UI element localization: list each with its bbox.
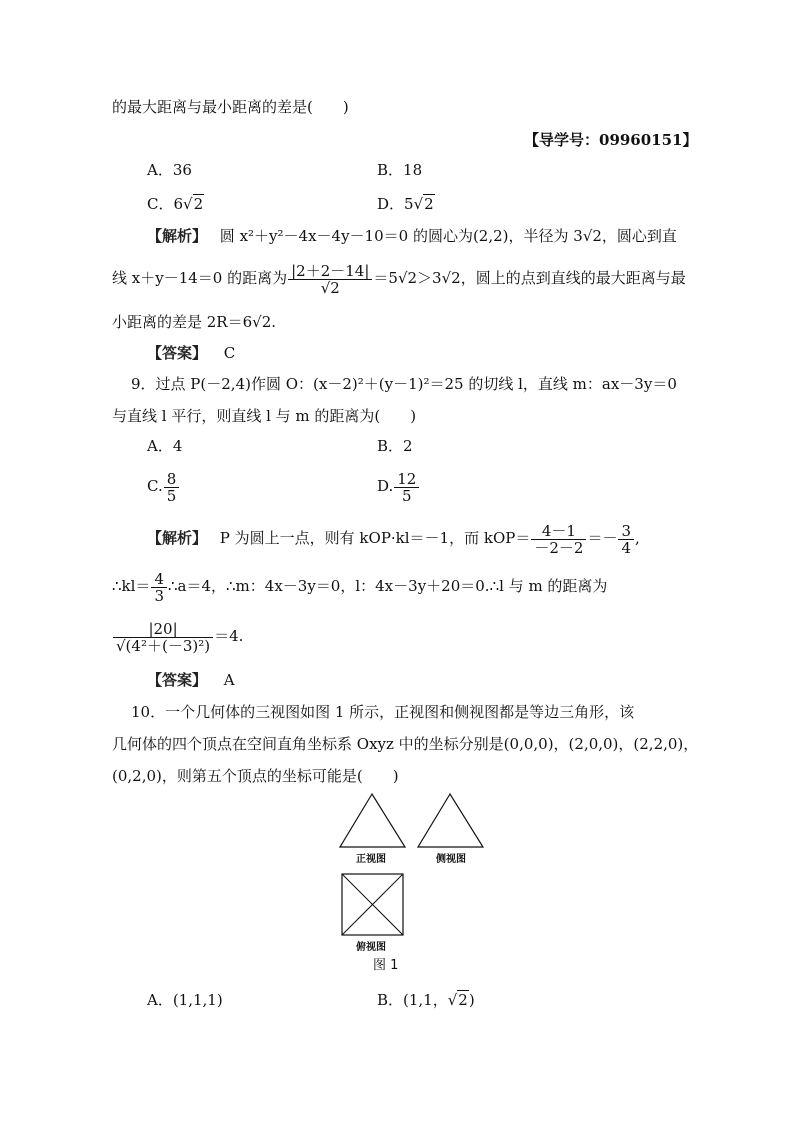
q9-option-c: C. $\frac{8}{5}$ <box>147 466 180 506</box>
q8-stem-tail: 的最大距离与最小距离的差是( ) <box>112 98 349 116</box>
q8-distance-fraction: $\frac{|2+2-14|}{√2}$ <box>288 263 372 296</box>
q10-stem-line-1: 10．一个几何体的三视图如图 1 所示，正视图和侧视图都是等边三角形，该 <box>131 703 635 721</box>
q8-analysis-line-3: 小距离的差是 2R＝6√2. <box>112 313 277 331</box>
q8-option-c: C．6√2 <box>147 195 204 213</box>
q9-analysis-line-1: 【解析】 P 为圆上一点，则有 kOP·kl＝－1，而 kOP＝ $\frac{4-1}{-2-2}$ ＝－ $\frac{3}{4}$ , <box>147 521 640 557</box>
top-view-label: 俯视图 <box>356 942 386 953</box>
q8-option-a: A．36 <box>147 161 192 179</box>
q9-option-a: A．4 <box>147 437 183 455</box>
side-view-label: 侧视图 <box>436 854 466 865</box>
q9-answer: 【答案】 A <box>147 671 235 689</box>
side-view-triangle <box>418 794 483 847</box>
front-view-label: 正视图 <box>356 854 386 865</box>
q8-option-d: D．5√2 <box>377 195 434 213</box>
q8-reference-number: 【导学号：09960151】 <box>524 131 698 149</box>
q9-stem-line-1: 9．过点 P(－2,4)作圆 O：(x－2)²＋(y－1)²＝25 的切线 l，直线 m：ax－3y＝0 <box>131 375 677 393</box>
q10-stem-line-2: 几何体的四个顶点在空间直角坐标系 Oxyz 中的坐标分别是(0,0,0)，(2,0,0)，(2,2,0)， <box>112 735 699 753</box>
q8-answer: 【答案】 C <box>147 344 236 362</box>
q8-option-b: B．18 <box>377 161 423 179</box>
q10-stem-line-3: (0,2,0)，则第五个顶点的坐标可能是( ) <box>112 767 399 785</box>
q9-option-b: B．2 <box>377 437 413 455</box>
q8-analysis-line-2: 线 x＋y－14＝0 的距离为 $\frac{|2+2-14|}{√2}$ ＝5√2＞3√2，圆上的点到直线的最大距离与最 <box>112 261 686 297</box>
q10-option-a: A．(1,1,1) <box>147 991 223 1009</box>
top-view-square <box>342 874 403 935</box>
front-view-triangle <box>340 794 405 847</box>
q8-analysis-line-1: 【解析】 圆 x²＋y²－4x－4y－10＝0 的圆心为(2,2)，半径为 3√2，圆心到直 <box>147 227 677 245</box>
q10-option-b: B．(1,1，√2) <box>377 991 475 1009</box>
figure-caption: 图 1 <box>373 958 399 973</box>
q9-analysis-line-3: $\frac{|20|}{\text{√(4²＋(－3)²)}}$ ＝4. <box>112 614 243 658</box>
q9-option-d: D. $\frac{12}{5}$ <box>377 466 420 506</box>
q9-stem-line-2: 与直线 l 平行，则直线 l 与 m 的距离为( ) <box>112 407 417 425</box>
q8-analysis-tag: 【解析】 <box>147 227 208 245</box>
q9-analysis-line-2: ∴kl＝ $\frac{4}{3}$ ∴a＝4，∴m：4x－3y＝0，l：4x－3y＋20＝0.∴l 与 m 的距离为 <box>112 569 608 605</box>
